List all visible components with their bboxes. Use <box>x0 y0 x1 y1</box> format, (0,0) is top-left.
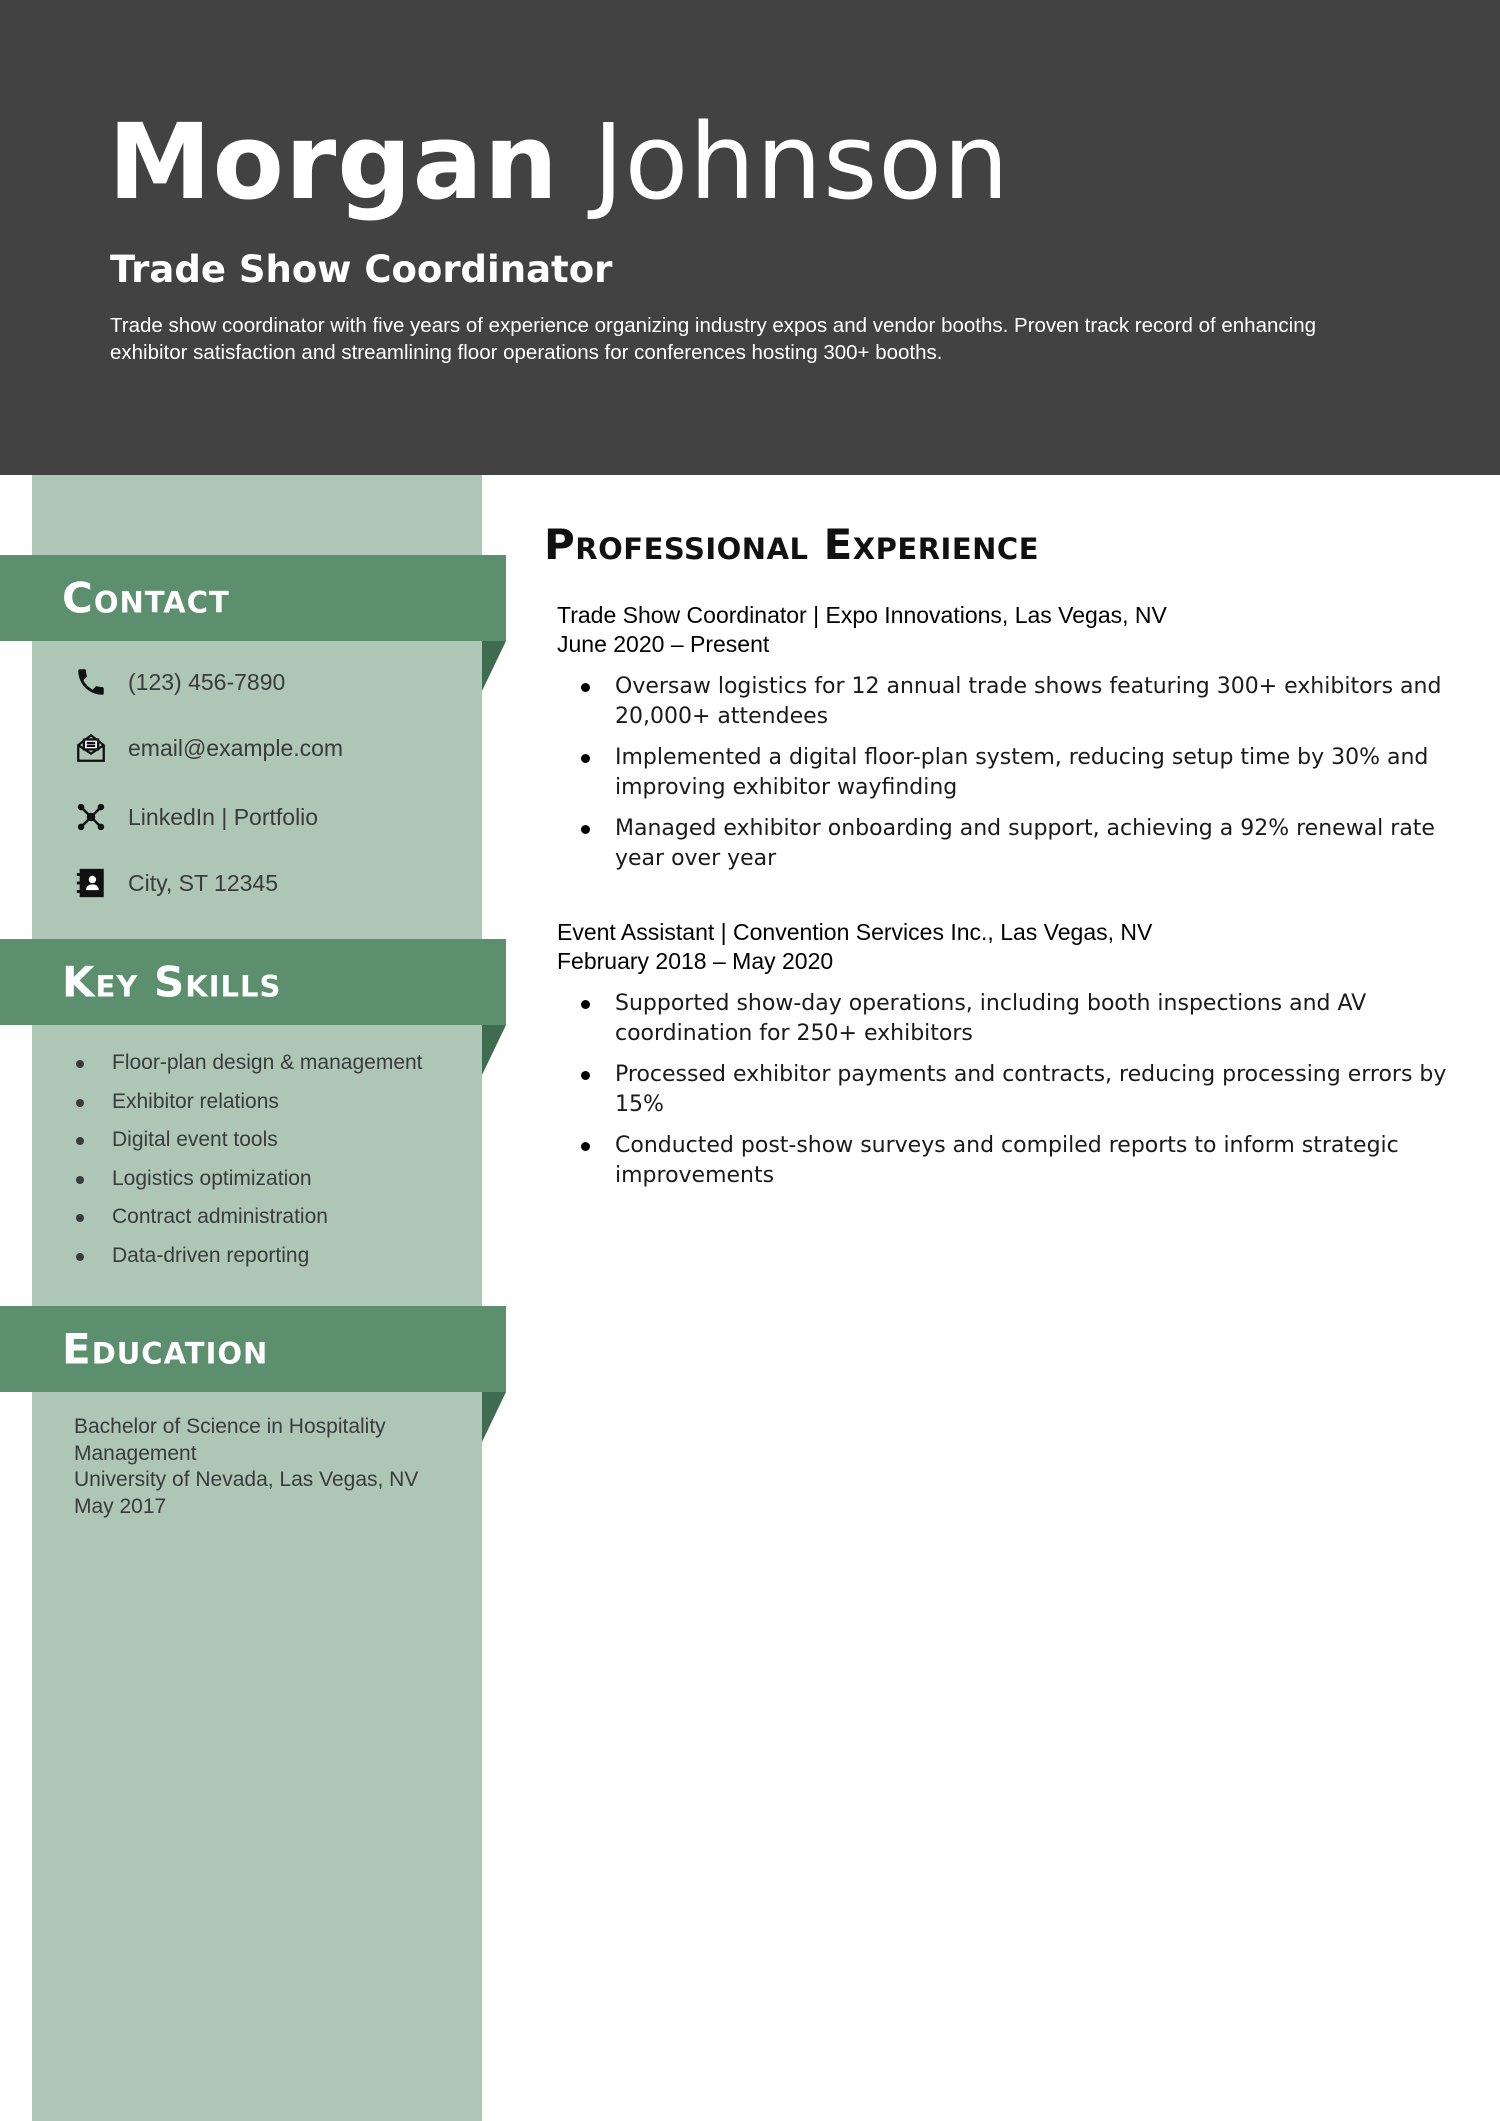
contact-email <box>74 728 474 768</box>
skills-list <box>74 1044 474 1275</box>
list-item: Exhibitor relations <box>74 1083 474 1122</box>
contact-phone-text: (123) 456-7890 <box>128 668 286 695</box>
contact-heading-band <box>0 555 506 641</box>
contact-address-text: City, ST 12345 <box>128 869 279 896</box>
candidate-name <box>108 101 1010 223</box>
last-name: Johnson <box>592 101 1010 223</box>
contact-links-text: LinkedIn | Portfolio <box>128 803 319 830</box>
email-icon <box>74 731 108 765</box>
skills-band-fold <box>482 1025 506 1075</box>
contact-links <box>74 797 474 837</box>
job-entry <box>557 918 1457 1202</box>
job-title: Trade Show Coordinator <box>110 248 613 291</box>
job-title-line: Event Assistant | Convention Services Inc., Las Vegas, NV <box>557 919 1153 945</box>
list-item: Logistics optimization <box>74 1160 474 1199</box>
resume-header <box>0 0 1500 475</box>
list-item: Floor-plan design & management <box>74 1044 474 1083</box>
education-heading-band <box>0 1306 506 1392</box>
list-item: Supported show-day operations, including booth inspections and AV coordination for 250+ exhibitors <box>557 989 1457 1048</box>
education-heading: Education <box>62 1324 269 1374</box>
network-icon <box>74 800 108 834</box>
list-item: Conducted post-show surveys and compiled reports to inform strategic improvements <box>557 1131 1457 1190</box>
contact-address <box>74 863 474 903</box>
education-band-fold <box>482 1392 506 1442</box>
list-item: Contract administration <box>74 1198 474 1237</box>
sidebar <box>32 475 482 2121</box>
list-item: Oversaw logistics for 12 annual trade shows featuring 300+ exhibitors and 20,000+ attendees <box>557 672 1457 731</box>
degree-line-1: Bachelor of Science in Hospitality <box>74 1415 386 1438</box>
school: University of Nevada, Las Vegas, NV <box>74 1468 419 1491</box>
job-dates: February 2018 – May 2020 <box>557 948 834 974</box>
first-name: Morgan <box>108 101 559 223</box>
address-book-icon <box>74 866 108 900</box>
graduation-date: May 2017 <box>74 1494 167 1518</box>
contact-phone <box>74 662 474 702</box>
contact-band-fold <box>482 641 506 691</box>
job-bullets <box>557 989 1457 1190</box>
list-item: Managed exhibitor onboarding and support, achieving a 92% renewal rate year over year <box>557 814 1457 873</box>
list-item: Processed exhibitor payments and contracts, reducing processing errors by 15% <box>557 1060 1457 1119</box>
contact-email-text: email@example.com <box>128 734 344 761</box>
job-title-line: Trade Show Coordinator | Expo Innovations, Las Vegas, NV <box>557 602 1167 628</box>
list-item: Implemented a digital floor-plan system, reducing setup time by 30% and improving exhibitor wayfinding <box>557 743 1457 802</box>
job-entry <box>557 601 1457 885</box>
skills-heading-band <box>0 939 506 1025</box>
experience-heading: Professional Experience <box>544 520 1040 569</box>
contact-heading: Contact <box>62 573 230 623</box>
list-item: Digital event tools <box>74 1121 474 1160</box>
job-dates: June 2020 – Present <box>557 631 770 657</box>
summary: Trade show coordinator with five years of experience organizing industry expos and vendor booths. Proven track record of enhancing exhibitor satisfaction and streamlining floor operations for conferences hosting 300+ booths. <box>110 314 1316 364</box>
education-entry <box>74 1414 474 1520</box>
list-item: Data-driven reporting <box>74 1237 474 1276</box>
skills-heading: Key Skills <box>62 957 282 1007</box>
phone-icon <box>74 665 108 699</box>
job-bullets <box>557 672 1457 873</box>
degree-line-2: Management <box>74 1441 197 1465</box>
